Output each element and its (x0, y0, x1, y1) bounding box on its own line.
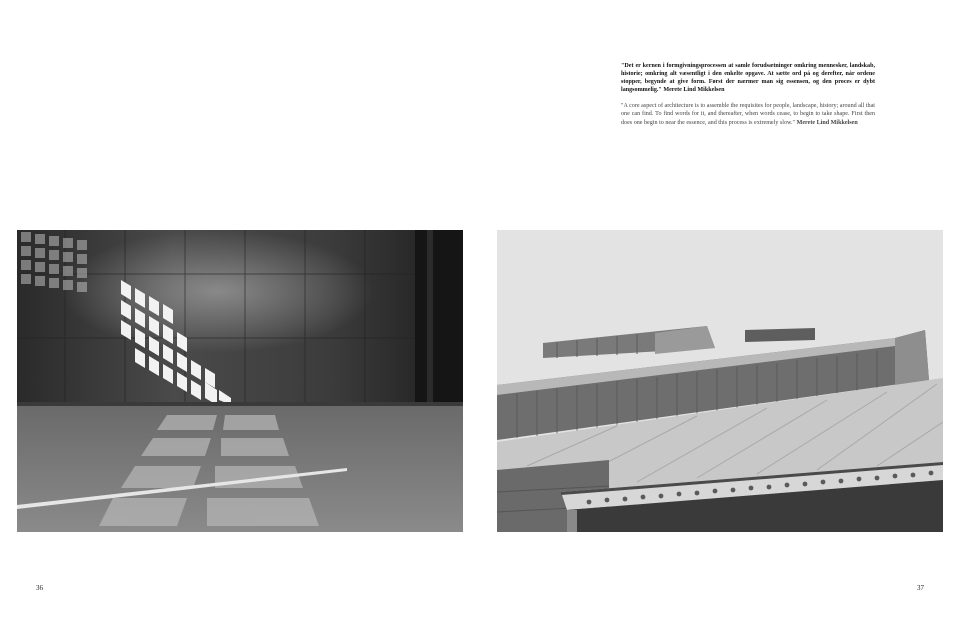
quote-norwegian (621, 62, 875, 94)
quote-block (621, 62, 875, 127)
building-roof-photo (497, 230, 943, 532)
quote-english-text: "A core aspect of architecture is to assemble the requisites for people, landscape, history; around all that one can find. To find words for it, and thereafter, when words cease, to begin to take shape. First then does one begin to near the essence, and this process is extremely slow." (621, 103, 875, 126)
quote-norwegian-text: "Det er kernen i formgivningsprocessen at samle forudsætninger omkring mennesker, landskab, historie; omkring alt væsentligt i den enkelte opgave. At sætte ord på og derefter, når ordene stopper, begynde at give form. Først der nærmer man sig essensen, og den proces er dybt langsommelig." (621, 63, 875, 94)
quote-norwegian-author: Merete Lind Mikkelsen (663, 87, 725, 94)
interior-light-photo (17, 230, 463, 532)
quote-english (621, 102, 875, 126)
page-number-left: 36 (36, 584, 43, 592)
page-number-right: 37 (917, 584, 924, 592)
quote-english-author: Merete Lind Mikkelsen (796, 119, 858, 126)
